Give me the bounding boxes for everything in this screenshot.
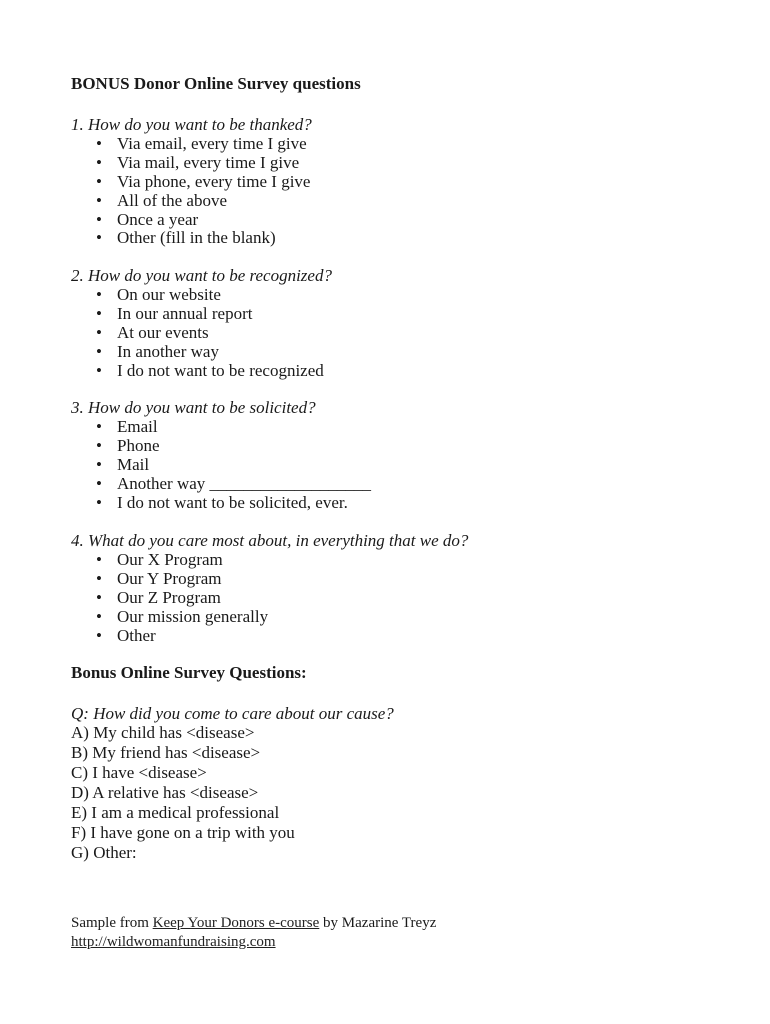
question-1-text: 1. How do you want to be thanked?	[71, 115, 312, 134]
list-item: E) I am a medical professional	[71, 803, 280, 822]
bullet-icon: •	[96, 360, 102, 380]
list-item: C) I have <disease>	[71, 763, 207, 782]
footer-prefix: Sample from	[71, 915, 153, 931]
bullet-icon: •	[96, 550, 102, 569]
list-item: G) Other:	[71, 843, 137, 862]
bullet-icon: •	[96, 492, 102, 512]
bullet-icon: •	[96, 568, 102, 588]
bonus-section-title: Bonus Online Survey Questions:	[71, 663, 307, 682]
question-4-text: 4. What do you care most about, in everything that we do?	[71, 531, 469, 550]
bullet-icon: •	[96, 417, 102, 436]
website-link[interactable]: http://wildwomanfundraising.com	[71, 934, 276, 950]
bullet-icon: •	[96, 228, 102, 248]
bullet-icon: •	[96, 435, 102, 455]
bullet-icon: •	[96, 285, 102, 304]
bullet-icon: •	[96, 454, 102, 474]
bullet-icon: •	[96, 606, 102, 626]
list-item: B) My friend has <disease>	[71, 743, 261, 762]
footer-attribution	[71, 914, 436, 933]
bonus-answers	[71, 723, 295, 863]
footer-url-line	[71, 933, 276, 952]
bullet-icon: •	[96, 303, 102, 323]
footer-suffix: by Mazarine Treyz	[319, 915, 437, 931]
document-title: BONUS Donor Online Survey questions	[71, 74, 361, 93]
bullet-icon: •	[96, 625, 102, 645]
bullet-icon: •	[96, 190, 102, 210]
list-item: F) I have gone on a trip with you	[71, 823, 295, 842]
bullet-icon: •	[96, 473, 102, 493]
bullet-icon: •	[96, 134, 102, 153]
bonus-question-text: Q: How did you come to care about our cause?	[71, 704, 394, 723]
bullet-icon: •	[96, 209, 102, 229]
bullet-icon: •	[96, 171, 102, 191]
bullet-icon: •	[96, 341, 102, 361]
question-2-text: 2. How do you want to be recognized?	[71, 266, 332, 285]
bullet-icon: •	[96, 587, 102, 607]
course-link[interactable]: Keep Your Donors e-course	[152, 915, 320, 931]
bullet-icon: •	[96, 322, 102, 342]
question-3-text: 3. How do you want to be solicited?	[71, 398, 316, 417]
bullet-icon: •	[96, 152, 102, 172]
list-item: D) A relative has <disease>	[71, 783, 259, 802]
list-item: A) My child has <disease>	[71, 723, 255, 742]
